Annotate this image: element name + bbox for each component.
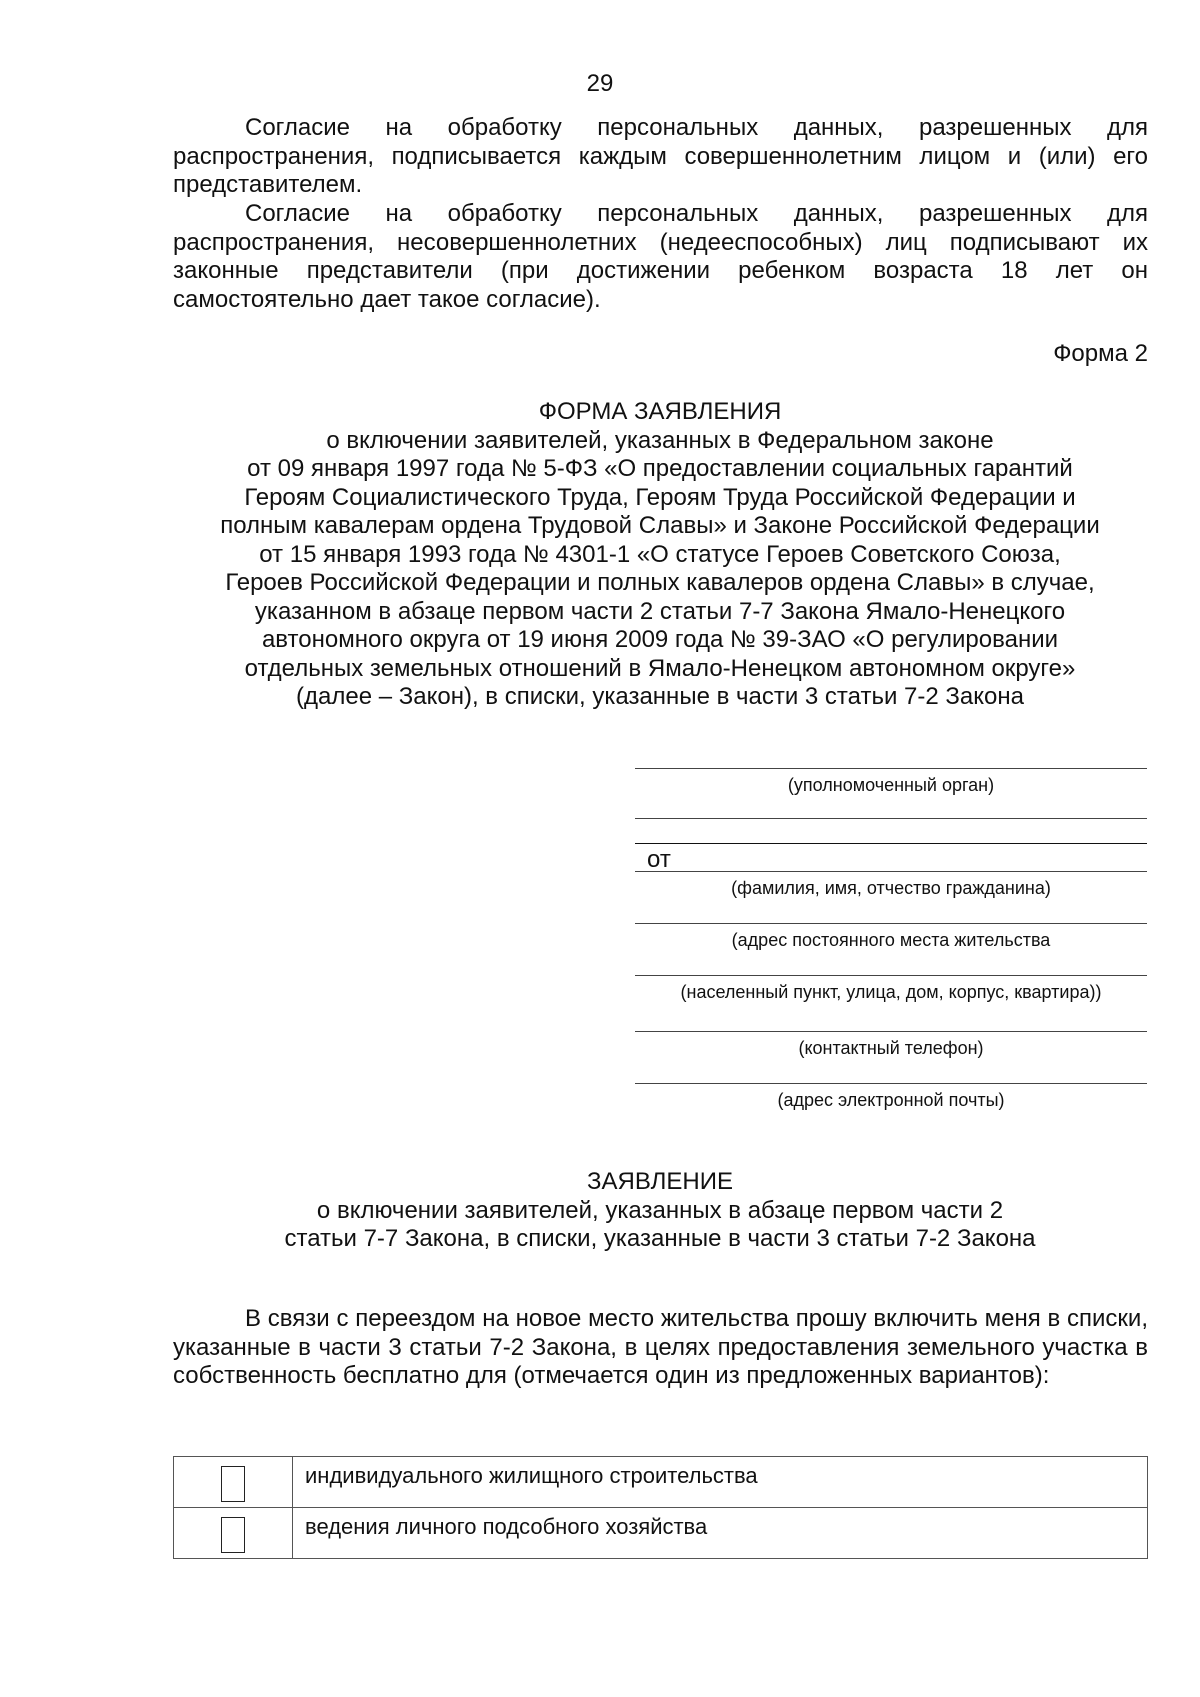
name-caption: (фамилия, имя, отчество гражданина) bbox=[731, 878, 1051, 898]
options-table bbox=[173, 1456, 1148, 1559]
application-title-heading: ЗАЯВЛЕНИЕ bbox=[587, 1168, 733, 1195]
form-title-heading: ФОРМА ЗАЯВЛЕНИЯ bbox=[538, 398, 782, 425]
intro-paragraph-1: Согласие на обработку персональных данных, разрешенных для распространения, подписывается каждым совершеннолетним лицом и (или) его представителем. bbox=[173, 114, 1148, 198]
email-field-line[interactable] bbox=[635, 1083, 1147, 1084]
from-label: от bbox=[647, 846, 671, 873]
address-field-line[interactable] bbox=[635, 923, 1147, 924]
option-checkbox-individual-housing[interactable] bbox=[221, 1466, 245, 1502]
name-field-line[interactable] bbox=[635, 871, 1147, 872]
option-checkbox-cell bbox=[174, 1508, 293, 1559]
form-title-line: о включении заявителей, указанных в Федеральном законе bbox=[326, 426, 994, 454]
form-title-line: от 15 января 1993 года № 4301-1 «О статусе Героев Советского Союза, bbox=[259, 540, 1061, 568]
application-body: В связи с переездом на новое место жительства прошу включить меня в списки, указанные в части 3 статьи 7-2 Закона, в целях предоставления земельного участка в собственность бесплатно для (отмечается один из предложенных вариантов): bbox=[173, 1305, 1148, 1389]
form-number-label: Форма 2 bbox=[1053, 340, 1148, 367]
form-title-line: от 09 января 1997 года № 5-ФЗ «О предоставлении социальных гарантий bbox=[247, 455, 1073, 482]
form-title-line: Героев Российской Федерации и полных кавалеров ордена Славы» в случае, bbox=[225, 569, 1095, 596]
address-caption: (адрес постоянного места жительства bbox=[731, 930, 1051, 950]
option-row bbox=[174, 1508, 1148, 1559]
option-label: ведения личного подсобного хозяйства bbox=[293, 1508, 1148, 1559]
authority-caption: (уполномоченный орган) bbox=[787, 775, 995, 795]
form-title-line: указанном в абзаце первом части 2 статьи 7-7 Закона Ямало-Ненецкого bbox=[254, 597, 1066, 625]
application-title-line: статьи 7-7 Закона, в списки, указанные в части 3 статьи 7-2 Закона bbox=[284, 1225, 1036, 1252]
form-title-block bbox=[150, 398, 1170, 712]
form-title-line: автономного округа от 19 июня 2009 года № 39-ЗАО «О регулировании bbox=[261, 626, 1059, 653]
option-checkbox-personal-farming[interactable] bbox=[221, 1517, 245, 1553]
application-title-block bbox=[150, 1168, 1170, 1254]
address-detail-field-line[interactable] bbox=[635, 975, 1147, 976]
option-label: индивидуального жилищного строительства bbox=[293, 1457, 1148, 1508]
application-title-line: о включении заявителей, указанных в абзаце первом части 2 bbox=[316, 1196, 1004, 1224]
email-caption: (адрес электронной почты) bbox=[777, 1090, 1005, 1110]
page-number: 29 bbox=[586, 70, 614, 97]
option-row bbox=[174, 1457, 1148, 1508]
form-title-line: полным кавалерам ордена Трудовой Славы» и Законе Российской Федерации bbox=[220, 512, 1100, 539]
phone-caption: (контактный телефон) bbox=[798, 1038, 984, 1058]
option-checkbox-cell bbox=[174, 1457, 293, 1508]
address-detail-caption: (населенный пункт, улица, дом, корпус, квартира)) bbox=[680, 982, 1102, 1002]
intro-paragraph-2: Согласие на обработку персональных данных, разрешенных для распространения, несовершеннолетних (недееспособных) лиц подписывают их законные представители (при достижении ребенком возраста 18 лет он самостоятельно дает такое согласие). bbox=[173, 200, 1148, 313]
phone-field-line[interactable] bbox=[635, 1031, 1147, 1032]
form-title-line: Героям Социалистического Труда, Героям Труда Российской Федерации и bbox=[244, 483, 1076, 511]
authority-extra-line[interactable] bbox=[635, 818, 1147, 819]
form-title-line: (далее – Закон), в списки, указанные в части 3 статьи 7-2 Закона bbox=[296, 683, 1024, 710]
authority-field-line[interactable] bbox=[635, 768, 1147, 769]
from-top-line[interactable] bbox=[635, 843, 1147, 844]
form-title-line: отдельных земельных отношений в Ямало-Ненецком автономном округе» bbox=[244, 654, 1076, 682]
